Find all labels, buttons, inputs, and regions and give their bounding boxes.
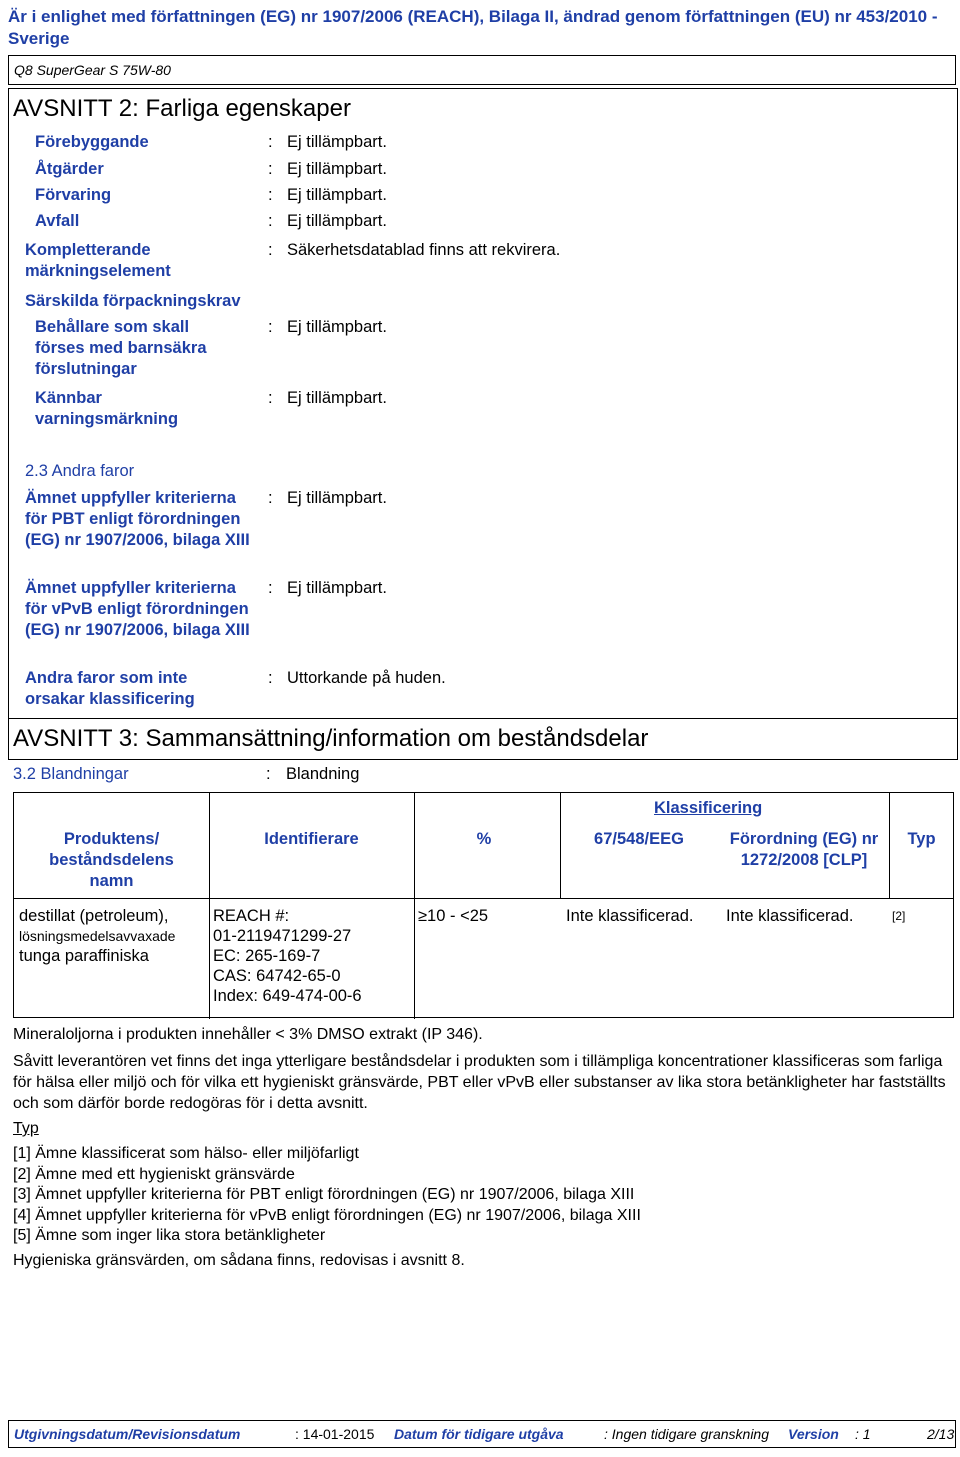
label-disposal: Avfall — [35, 212, 80, 230]
colon: : — [268, 186, 273, 204]
value-pbt: Ej tillämpbart. — [287, 489, 387, 507]
value-vpvb: Ej tillämpbart. — [287, 579, 387, 597]
footer-issue-value: : 14-01-2015 — [295, 1426, 375, 1442]
subsection-other-hazards: 2.3 Andra faror — [25, 462, 135, 480]
label-other-hazards: Andra faror som inte orsakar klassificering — [25, 669, 195, 708]
label-pbt: Ämnet uppfyller kriterierna för PBT enligt förordningen (EG) nr 1907/2006, bilaga XIII — [25, 489, 250, 549]
header-name: Produktens/ beståndsdelens namn — [49, 830, 174, 890]
colon: : — [268, 241, 273, 259]
label-mixtures: 3.2 Blandningar — [13, 765, 129, 783]
footer-version-value: : 1 — [855, 1426, 871, 1442]
colon: : — [268, 318, 273, 336]
header-identifier: Identifierare — [264, 830, 359, 848]
table-divider — [414, 793, 415, 1019]
header-classification: Klassificering — [654, 799, 763, 817]
footer-issue-label: Utgivningsdatum/Revisionsdatum — [14, 1426, 241, 1442]
type-item-3: [3] Ämnet uppfyller kriterierna för PBT enligt förordningen (EG) nr 1907/2006, bilaga XIII — [13, 1186, 635, 1203]
label-prevention: Förebyggande — [35, 133, 149, 151]
supplier-note: Såvitt leverantören vet finns det inga ytterligare beståndsdelar i produkten som i tillämpliga koncentrationer klassificeras som farliga för hälsa eller miljö och för vilka ett hygieniskt gränsvärde, PBT eller vPvB eller substanser av lika stora betänkligheter har fastställts och som därför borde redogöras för i detta avsnitt. — [13, 1053, 946, 1112]
value-prevention: Ej tillämpbart. — [287, 133, 387, 151]
type-item-5: [5] Ämne som inger lika stora betänkligheter — [13, 1227, 326, 1244]
cell-clp: Inte klassificerad. — [726, 907, 854, 925]
value-response: Ej tillämpbart. — [287, 160, 387, 178]
header-type: Typ — [907, 830, 936, 848]
value-other-hazards: Uttorkande på huden. — [287, 669, 446, 687]
colon: : — [268, 389, 273, 407]
section-2-title: AVSNITT 2: Farliga egenskaper — [13, 95, 351, 122]
hygiene-note: Hygieniska gränsvärden, om sådana finns, redovisas i avsnitt 8. — [13, 1252, 465, 1269]
label-response: Åtgärder — [35, 160, 104, 178]
cell-reach: REACH #: — [213, 907, 290, 925]
composition-table — [13, 792, 954, 1018]
footer-prev-value: : Ingen tidigare granskning — [604, 1426, 769, 1442]
cell-reach-no: 01-2119471299-27 — [213, 927, 352, 945]
colon: : — [268, 160, 273, 178]
header-eeg: 67/548/EEG — [594, 830, 684, 848]
cell-eeg: Inte klassificerad. — [566, 907, 694, 925]
type-item-2: [2] Ämne med ett hygieniskt gränsvärde — [13, 1166, 295, 1183]
mineral-oil-note: Mineraloljorna i produkten innehåller < 3% DMSO extrakt (IP 346). — [13, 1026, 483, 1043]
document-header-title: Är i enlighet med författningen (EG) nr 1907/2006 (REACH), Bilaga II, ändrad genom författningen (EU) nr 453/2010 - Sverige — [8, 7, 938, 48]
value-child-resistant: Ej tillämpbart. — [287, 318, 387, 336]
header-clp: Förordning (EG) nr 1272/2008 [CLP] — [729, 830, 879, 869]
product-name: Q8 SuperGear S 75W-80 — [14, 62, 171, 78]
type-item-1: [1] Ämne klassificerat som hälso- eller miljöfarligt — [13, 1145, 359, 1162]
table-divider — [560, 793, 561, 898]
cell-ec: EC: 265-169-7 — [213, 947, 321, 965]
section-3-title: AVSNITT 3: Sammansättning/information om beståndsdelar — [13, 725, 649, 752]
colon: : — [268, 212, 273, 230]
table-divider — [209, 793, 210, 1019]
header-percent: % — [476, 830, 492, 848]
value-disposal: Ej tillämpbart. — [287, 212, 387, 230]
product-name-box — [8, 55, 956, 85]
colon: : — [268, 489, 273, 507]
value-mixtures: Blandning — [286, 765, 360, 783]
value-tactile-warning: Ej tillämpbart. — [287, 389, 387, 407]
table-header-line — [14, 898, 953, 899]
cell-name-line1: destillat (petroleum), — [19, 907, 169, 925]
cell-percent: ≥10 - <25 — [418, 907, 489, 925]
cell-name-line2: lösningsmedelsavvaxade — [19, 928, 176, 944]
colon: : — [268, 133, 273, 151]
cell-type: [2] — [892, 909, 906, 923]
cell-cas: CAS: 64742-65-0 — [213, 967, 341, 985]
cell-name-line3: tunga paraffiniska — [19, 947, 149, 965]
colon: : — [266, 765, 271, 783]
label-supplemental-elements: Kompletterande märkningselement — [25, 241, 171, 280]
table-divider — [889, 793, 890, 898]
type-heading: Typ — [13, 1120, 39, 1137]
label-storage: Förvaring — [35, 186, 112, 204]
page-footer — [8, 1420, 956, 1448]
colon: : — [268, 669, 273, 687]
cell-index: Index: 649-474-00-6 — [213, 987, 362, 1005]
label-child-resistant: Behållare som skall förses med barnsäkra förslutningar — [35, 318, 207, 378]
colon: : — [268, 579, 273, 597]
footer-page-number: 2/13 — [927, 1426, 955, 1442]
value-storage: Ej tillämpbart. — [287, 186, 387, 204]
footer-prev-label: Datum för tidigare utgåva — [394, 1426, 564, 1442]
label-vpvb: Ämnet uppfyller kriterierna för vPvB enligt förordningen (EG) nr 1907/2006, bilaga XIII — [25, 579, 250, 639]
label-special-packaging: Särskilda förpackningskrav — [25, 292, 241, 310]
type-item-4: [4] Ämnet uppfyller kriterierna för vPvB enligt förordningen (EG) nr 1907/2006, bilaga XIII — [13, 1207, 641, 1224]
footer-version-label: Version — [788, 1426, 839, 1442]
value-supplemental-elements: Säkerhetsdatablad finns att rekvirera. — [287, 241, 561, 259]
label-tactile-warning: Kännbar varningsmärkning — [35, 389, 179, 428]
